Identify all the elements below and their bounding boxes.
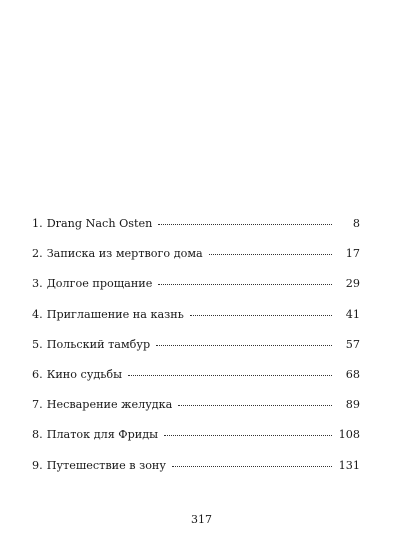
toc-entry-page: 29	[345, 277, 360, 291]
dot-leader	[158, 224, 332, 225]
toc-entry-page: 131	[338, 458, 360, 472]
toc-entry-title: Путешествие в зону	[46, 458, 166, 472]
toc-entry-page: 17	[345, 247, 360, 261]
toc-entry-title: Приглашение на казнь	[46, 307, 184, 321]
toc-entry-title: Кино судьбы	[46, 367, 123, 381]
toc-entry-7	[32, 399, 360, 429]
table-of-contents	[32, 218, 360, 490]
toc-entry-4	[32, 309, 360, 339]
toc-entry-number: 8.	[32, 428, 43, 442]
toc-entry-number: 5.	[32, 337, 43, 351]
toc-entry-number: 2.	[32, 247, 43, 261]
toc-entry-8	[32, 429, 360, 459]
toc-entry-number: 9.	[32, 458, 43, 472]
dot-leader	[156, 345, 332, 346]
dot-leader	[209, 254, 332, 255]
dot-leader	[128, 375, 332, 376]
toc-entry-page: 57	[345, 337, 360, 351]
toc-entry-page: 108	[338, 428, 360, 442]
toc-entry-number: 6.	[32, 367, 43, 381]
toc-entry-number: 7.	[32, 398, 43, 412]
toc-entry-number: 3.	[32, 277, 43, 291]
page-number: 317	[191, 513, 212, 526]
toc-entry-title: Польский тамбур	[46, 337, 151, 351]
toc-entry-title: Долгое прощание	[46, 277, 153, 291]
toc-entry-5	[32, 339, 360, 369]
dot-leader	[190, 315, 332, 316]
toc-entry-page: 68	[345, 367, 360, 381]
toc-entry-title: Drang Nach Osten	[46, 217, 153, 230]
toc-entry-page: 41	[345, 307, 360, 321]
toc-entry-title: Платок для Фриды	[46, 428, 158, 442]
dot-leader	[172, 466, 332, 467]
toc-entry-1	[32, 218, 360, 248]
dot-leader	[178, 405, 332, 406]
dot-leader	[158, 284, 332, 285]
toc-entry-2	[32, 248, 360, 278]
toc-entry-3	[32, 278, 360, 308]
toc-entry-9	[32, 460, 360, 490]
toc-entry-page: 8	[352, 217, 360, 230]
toc-entry-title: Несварение желудка	[46, 398, 173, 412]
toc-entry-number: 4.	[32, 307, 43, 321]
toc-entry-page: 89	[345, 398, 360, 412]
toc-entry-number: 1.	[32, 217, 43, 230]
toc-entry-6	[32, 369, 360, 399]
dot-leader	[164, 435, 332, 436]
toc-entry-title: Записка из мертвого дома	[46, 247, 203, 261]
